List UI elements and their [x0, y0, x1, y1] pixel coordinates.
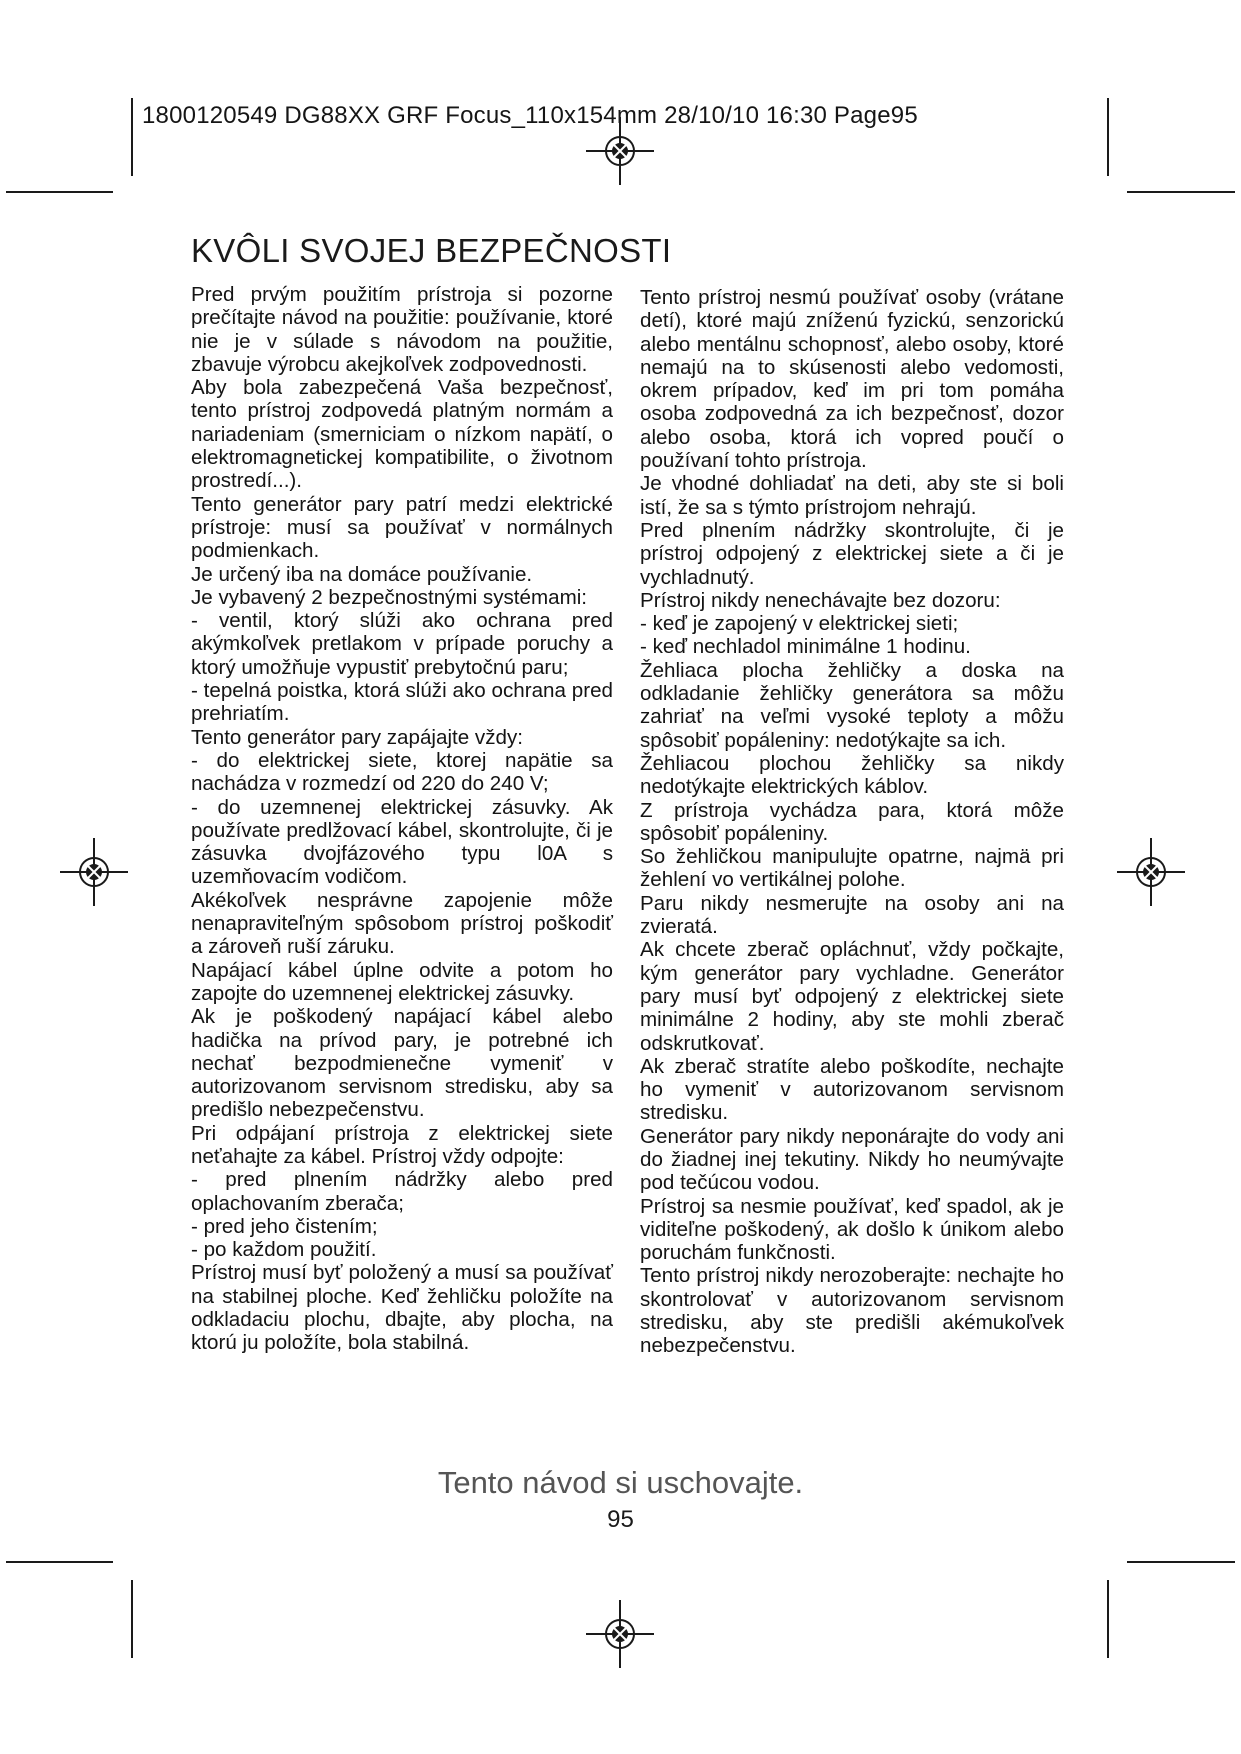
paragraph: Ak je poškodený napájací kábel alebo hadička na prívod pary, je potrebné ich nechať bezpodmienečne vymeniť v autorizovanom servisnom stredisku, aby sa predišlo nebezpečenstvu.	[191, 1005, 613, 1122]
paragraph: Je vhodné dohliadať na deti, aby ste si boli istí, že sa s týmto prístrojom nehrajú.	[640, 472, 1064, 519]
paragraph: Aby bola zabezpečená Vaša bezpečnosť, tento prístroj zodpovedá platným normám a nariadeniam (smerniciam o nízkom napätí, o elektromagnetickej kompatibilite, o životnom prostredí...).	[191, 376, 613, 493]
list-item: - do uzemnenej elektrickej zásuvky. Ak používate predlžovací kábel, skontrolujte, či je zásuvka dvojfázového typu l0A s uzemňovacím vodičom.	[191, 795, 613, 889]
registration-mark-left-icon	[60, 838, 128, 906]
crop-mark-bottom-left-vertical	[131, 1580, 133, 1658]
paragraph: Z prístroja vychádza para, ktorá môže spôsobiť popáleniny.	[640, 798, 1064, 845]
list-item: - keď nechladol minimálne 1 hodinu.	[640, 635, 971, 659]
paragraph: Pri odpájaní prístroja z elektrickej siete neťahajte za kábel. Prístroj vždy odpojte:	[191, 1121, 613, 1168]
paragraph: Paru nikdy nesmerujte na osoby ani na zvieratá.	[640, 891, 1064, 939]
list-item: - pred jeho čistením;	[191, 1214, 378, 1238]
list-item: - ventil, ktorý slúži ako ochrana pred akýmkoľvek pretlakom v prípade poruchy a ktorý umožňuje vypustiť prebytočnú paru;	[191, 609, 613, 679]
crop-mark-bottom-right-horizontal	[1127, 1561, 1235, 1563]
paragraph: Generátor pary nikdy neponárajte do vody ani do žiadnej inej tekutiny. Nikdy ho neumývajte pod tečúcou vodou.	[640, 1124, 1064, 1195]
section-title: KVÔLI SVOJEJ BEZPEČNOSTI	[191, 232, 672, 269]
paragraph: Tento prístroj nikdy nerozoberajte: nechajte ho skontrolovať v autorizovanom servisnom stredisku, aby ste predišli akémukoľvek nebezpečenstvu.	[640, 1264, 1064, 1358]
crop-mark-bottom-right-vertical	[1107, 1580, 1109, 1658]
paragraph: Akékoľvek nesprávne zapojenie môže nenapraviteľným spôsobom prístroj poškodiť a zároveň ruší záruku.	[191, 888, 613, 959]
registration-mark-bottom-icon	[586, 1600, 654, 1668]
crop-mark-top-right-horizontal	[1127, 191, 1235, 193]
list-item: - keď je zapojený v elektrickej sieti;	[640, 612, 959, 636]
list-item: - pred plnením nádržky alebo pred oplachovaním zberača;	[191, 1168, 613, 1215]
paragraph: Tento prístroj nesmú používať osoby (vrátane detí), ktoré majú zníženú fyzickú, senzorickú alebo mentálnu schopnosť, alebo osoby, ktoré nemajú na to skúsenosti alebo vedomosti, okrem prípadov, keď im pri tom pomáha osoba zodpovedná za ich bezpečnosť, dozor alebo osoba, ktorá ich vopred poučí o používaní tohto prístroja.	[640, 286, 1064, 473]
page-number: 95	[607, 1506, 634, 1533]
list-item: - po každom použití.	[191, 1238, 377, 1262]
crop-mark-bottom-left-horizontal	[6, 1561, 113, 1563]
paragraph: Napájací kábel úplne odvite a potom ho zapojte do uzemnenej elektrickej zásuvky.	[191, 958, 613, 1005]
crop-mark-top-left-vertical	[131, 98, 133, 176]
paragraph: So žehličkou manipulujte opatrne, najmä pri žehlení vo vertikálnej polohe.	[640, 845, 1064, 892]
registration-mark-top-icon	[586, 117, 654, 185]
paragraph: Prístroj sa nesmie používať, keď spadol, ak je viditeľne poškodený, ak došlo k únikom alebo poruchám funkčnosti.	[640, 1194, 1064, 1265]
paragraph: Je určený iba na domáce používanie.	[191, 562, 533, 586]
paragraph: Žehliaca plocha žehličky a doska na odkladanie žehličky generátora sa môžu zahriať na veľmi vysoké teploty a môžu spôsobiť popáleniny: nedotýkajte sa ich.	[640, 658, 1064, 752]
list-item: - do elektrickej siete, ktorej napätie sa nachádza v rozmedzí od 220 do 240 V;	[191, 748, 613, 796]
right-column	[640, 286, 1064, 1358]
crop-mark-top-right-vertical	[1107, 98, 1109, 176]
paragraph: Je vybavený 2 bezpečnostnými systémami:	[191, 585, 588, 609]
paragraph: Pred prvým použitím prístroja si pozorne prečítajte návod na použitie: používanie, ktoré nie je v súlade s návodom na použitie, zbavuje výrobcu akejkoľvek zodpovednosti.	[191, 283, 613, 376]
paragraph: Prístroj musí byť položený a musí sa používať na stabilnej ploche. Keď žehličku položíte na odkladaciu plochu, dbajte, aby plocha, na ktorú ju položíte, bola stabilná.	[191, 1261, 613, 1355]
paragraph: Tento generátor pary patrí medzi elektrické prístroje: musí sa používať v normálnych podmienkach.	[191, 492, 613, 563]
keep-instructions-note: Tento návod si uschovajte.	[437, 1465, 804, 1500]
paragraph: Ak chcete zberač opláchnuť, vždy počkajte, kým generátor pary vychladne. Generátor pary musí byť odpojený z elektrickej siete minimálne 2 hodiny, aby ste mohli zberač odskrutkovať.	[640, 938, 1064, 1055]
paragraph: Pred plnením nádržky skontrolujte, či je prístroj odpojený z elektrickej siete a či je vychladnutý.	[640, 518, 1064, 589]
left-column	[191, 283, 613, 1355]
paragraph: Žehliacou plochou žehličky sa nikdy nedotýkajte elektrických káblov.	[640, 751, 1064, 799]
registration-mark-right-icon	[1117, 838, 1185, 906]
print-slug: 1800120549 DG88XX GRF Focus_110x154mm 28/10/10 16:30 Page95	[142, 102, 918, 129]
paragraph: Prístroj nikdy nenechávajte bez dozoru:	[640, 588, 1001, 612]
paragraph: Tento generátor pary zapájajte vždy:	[191, 725, 523, 749]
crop-mark-top-left-horizontal	[6, 191, 113, 193]
paragraph: Ak zberač stratíte alebo poškodíte, nechajte ho vymeniť v autorizovanom servisnom stredisku.	[640, 1054, 1064, 1125]
list-item: - tepelná poistka, ktorá slúži ako ochrana pred prehriatím.	[191, 679, 613, 726]
